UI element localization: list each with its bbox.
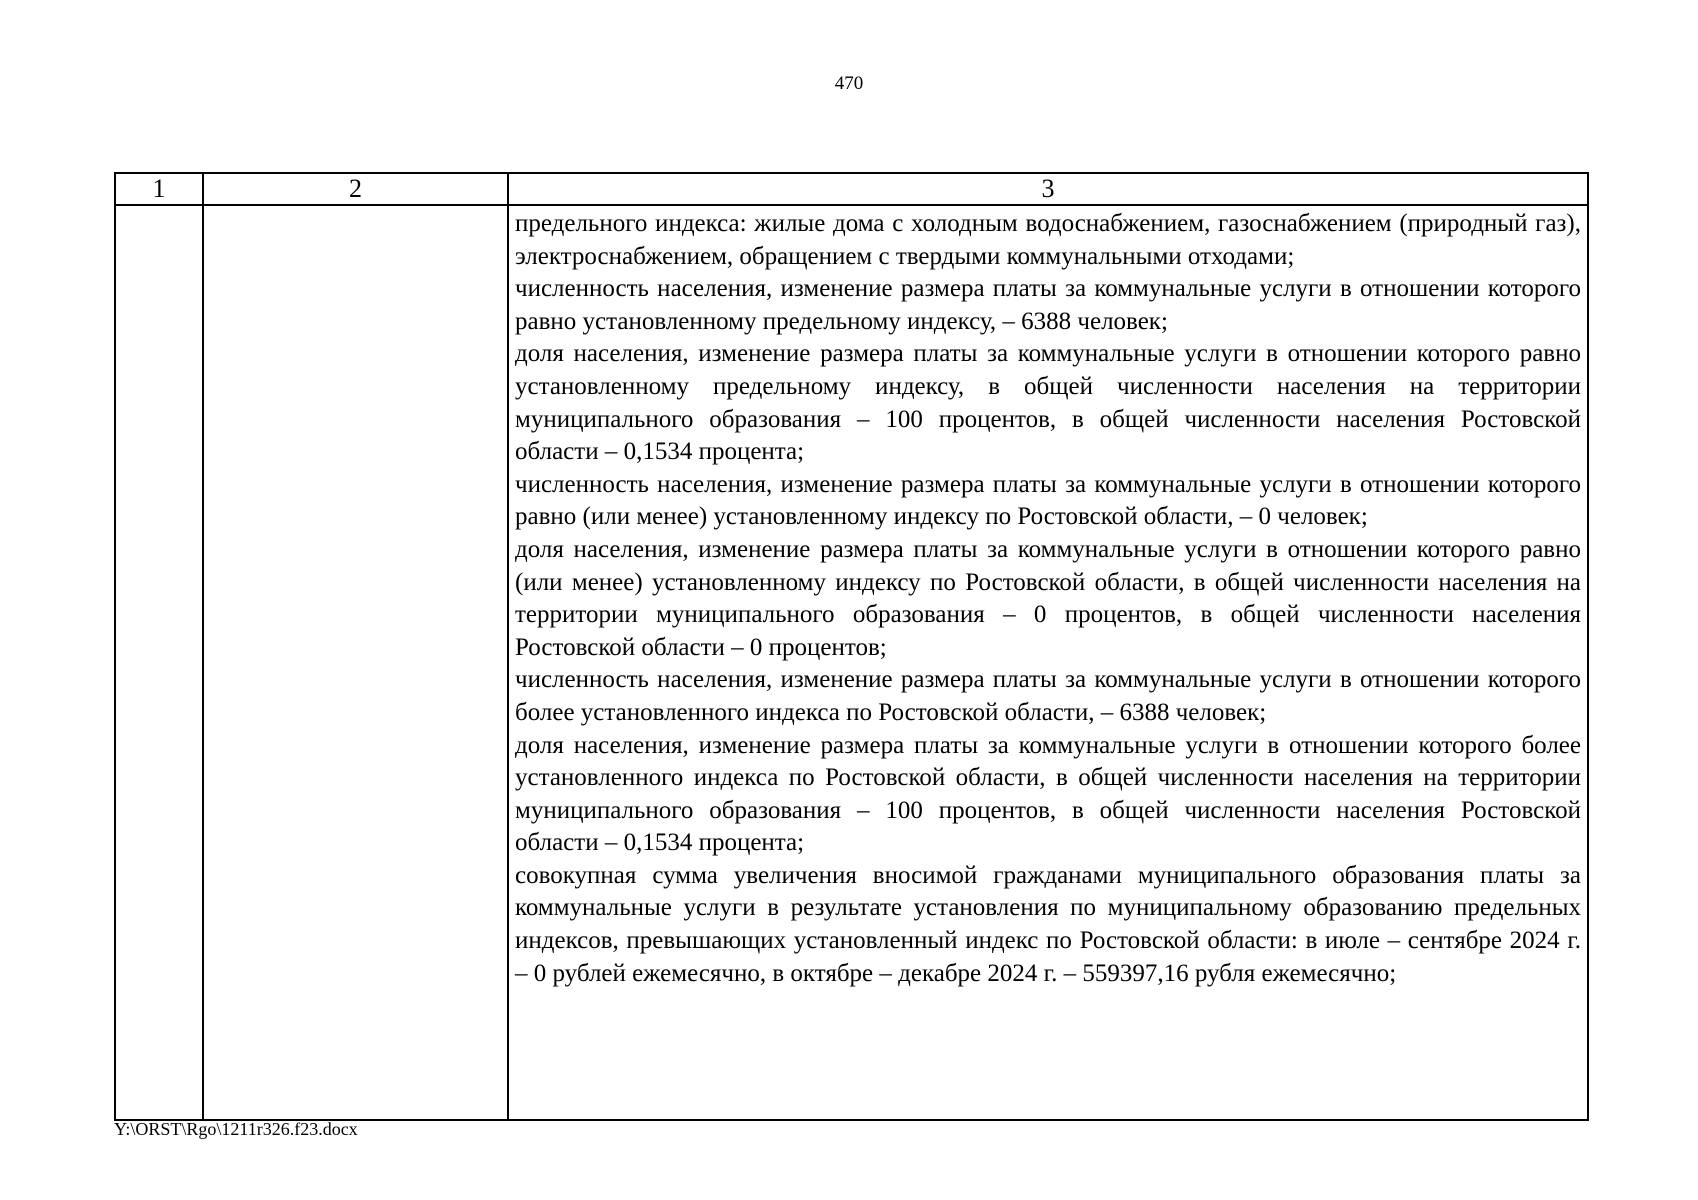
paragraph-4: численность населения, изменение размера платы за коммунальные услуги в отношении которого равно (или менее) установленному индексу по Ростовской области, – 0 человек; [515,470,1581,531]
page-number: 470 [834,73,864,94]
cell-column-1 [115,205,203,1120]
paragraph-3: доля населения, изменение размера платы за коммунальные услуги в отношении которого равно установленному предельному индексу, в общей численности населения на территории муниципального образования – 100 процентов, в общей численности населения Ростовской области – 0,1534 процента; [515,340,1581,466]
paragraph-2: численность населения, изменение размера платы за коммунальные услуги в отношении которого равно установленному предельному индексу, – 6388 человек; [515,275,1581,335]
table-row [115,205,1588,1120]
paragraph-6: численность населения, изменение размера платы за коммунальные услуги в отношении которого более установленного индекса по Ростовской области, – 6388 человек; [515,666,1581,726]
paragraph-1: предельного индекса: жилые дома с холодным водоснабжением, газоснабжением (природный газ), электроснабжением, обращением с твердыми коммунальными отходами; [515,210,1581,270]
column-header-1: 1 [115,173,203,205]
paragraph-8: совокупная сумма увеличения вносимой гражданами муниципального образования платы за коммунальные услуги в результате установления по муниципальному образованию предельных индексов, превышающих установленный индекс по Ростовской области: в июле – сентябре 2024 г. – 0 рублей ежемесячно, в октябре – декабре 2024 г. – 559397,16 рубля ежемесячно; [515,861,1581,987]
paragraph-5: доля населения, изменение размера платы за коммунальные услуги в отношении которого равно (или менее) установленному индексу по Ростовской области, в общей численности населения на территории муниципального образования – 0 процентов, в общей численности населения Ростовской области – 0 процентов; [515,535,1581,661]
document-table [114,172,1589,1121]
table-header-row [115,173,1588,205]
footer-file-path: Y:\ORST\Rgo\1211r326.f23.docx [114,1119,358,1139]
cell-column-2 [203,205,508,1120]
cell-column-3 [508,205,1588,1120]
column-header-3: 3 [508,173,1588,205]
column-header-2: 2 [203,173,508,205]
paragraph-7: доля населения, изменение размера платы за коммунальные услуги в отношении которого более установленного индекса по Ростовской области, в общей численности населения на территории муниципального образования – 100 процентов, в общей численности населения Ростовской области – 0,1534 процента; [515,731,1581,857]
